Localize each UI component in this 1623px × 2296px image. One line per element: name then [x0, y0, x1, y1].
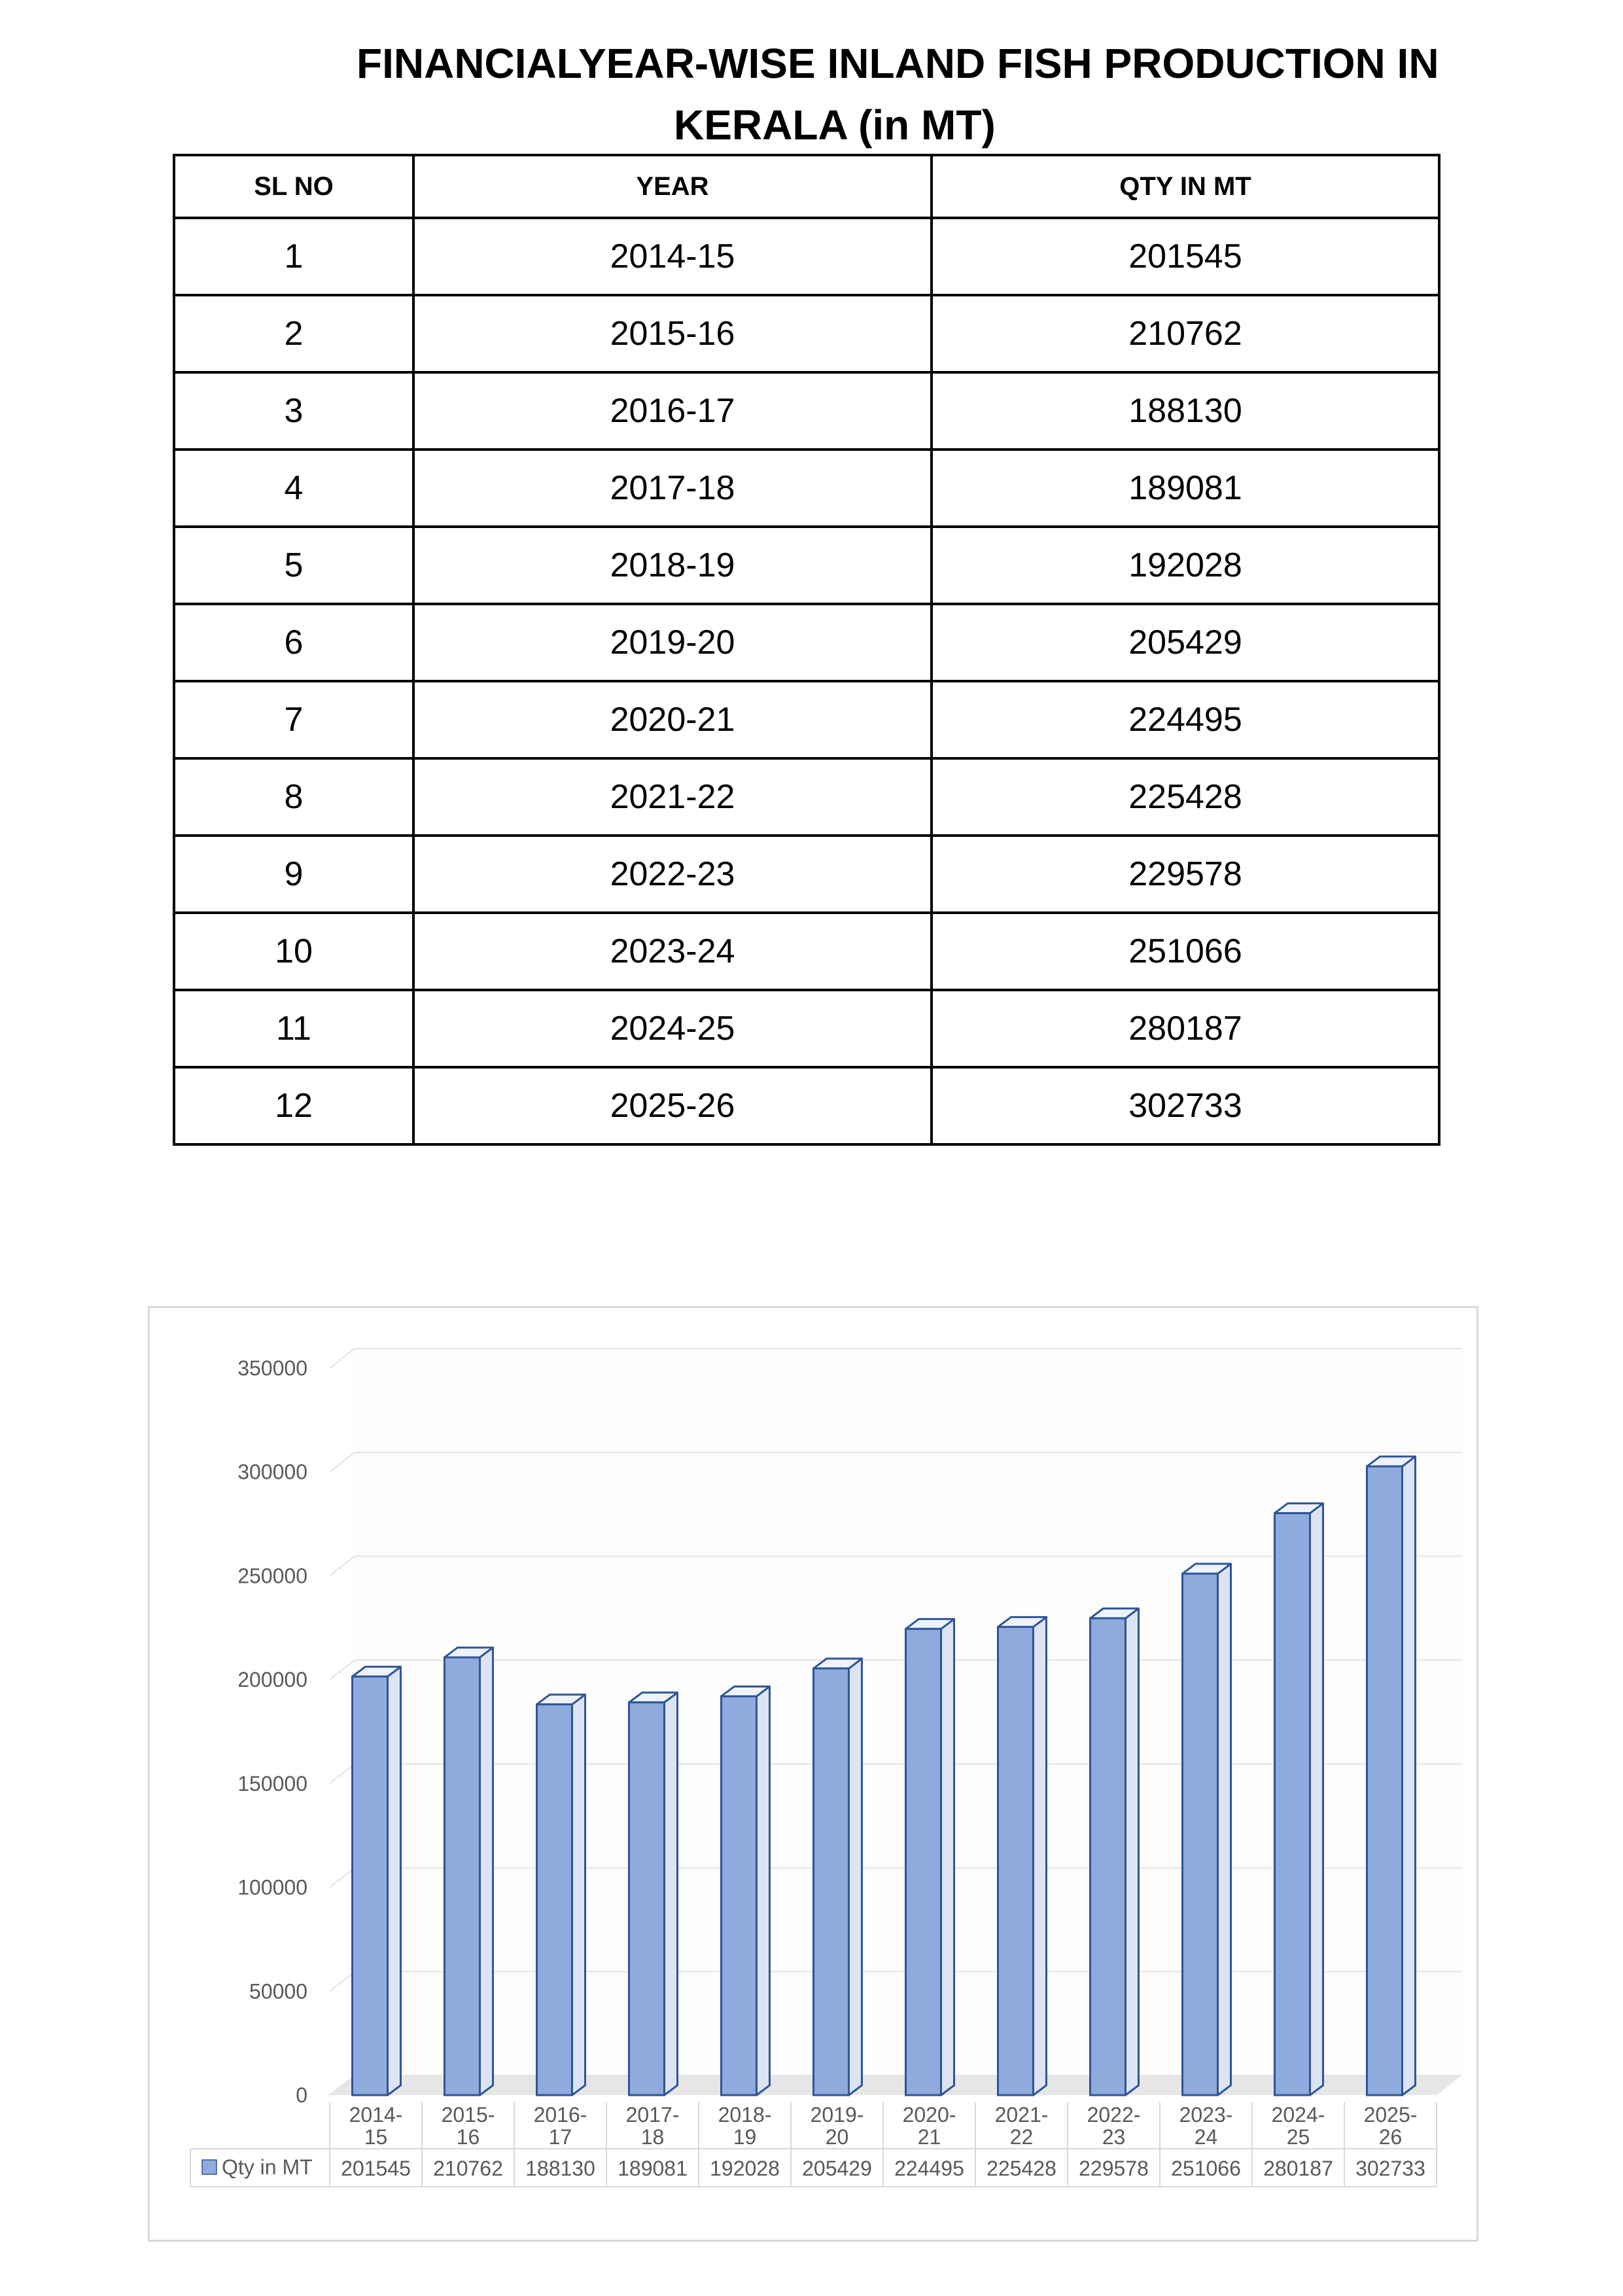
data-table-value: 189081 — [618, 2157, 688, 2180]
cell-qty: 210762 — [932, 295, 1439, 372]
production-table — [173, 154, 1440, 1146]
x-tick-label: 2016- — [533, 2103, 587, 2127]
y-tick-label: 200000 — [237, 1668, 307, 1692]
cell-sl-no: 3 — [174, 372, 413, 450]
data-table-value: 210762 — [433, 2157, 503, 2180]
page-title-line-1: FINANCIALYEAR-WISE INLAND FISH PRODUCTION IN — [357, 40, 1439, 87]
bar-chart — [150, 1308, 1476, 2240]
cell-qty: 280187 — [932, 990, 1439, 1067]
bar-side-face — [1126, 1608, 1139, 2095]
table-row — [174, 218, 1439, 295]
x-tick-label: 22 — [1009, 2125, 1034, 2149]
data-table-value: 188130 — [525, 2157, 595, 2180]
table-row — [174, 372, 1439, 450]
x-tick-label: 2019- — [810, 2103, 864, 2127]
y-tick-label: 50000 — [249, 1979, 307, 2004]
cell-year: 2015-16 — [413, 295, 932, 372]
cell-sl-no: 12 — [174, 1067, 413, 1144]
bar-side-face — [849, 1659, 862, 2095]
page-title-line-2: KERALA (in MT) — [674, 101, 996, 149]
x-tick-label: 18 — [640, 2125, 665, 2149]
cell-sl-no: 7 — [174, 681, 413, 758]
data-table-value: 225428 — [986, 2157, 1056, 2180]
chart-container — [148, 1306, 1478, 2242]
bar — [629, 1703, 665, 2095]
y-tick-label: 300000 — [237, 1460, 307, 1484]
data-table-value: 192028 — [710, 2157, 780, 2180]
cell-year: 2017-18 — [413, 450, 932, 527]
bar — [1367, 1466, 1403, 2095]
cell-sl-no: 9 — [174, 836, 413, 913]
x-tick-label: 21 — [917, 2125, 941, 2149]
table-row — [174, 758, 1439, 836]
bar-side-face — [1403, 1457, 1416, 2095]
x-tick-label: 2024- — [1271, 2103, 1325, 2127]
cell-qty: 189081 — [932, 450, 1439, 527]
cell-qty: 229578 — [932, 836, 1439, 913]
x-tick-label: 2020- — [902, 2103, 956, 2127]
cell-sl-no: 11 — [174, 990, 413, 1067]
cell-year: 2021-22 — [413, 758, 932, 836]
x-tick-label: 2018- — [718, 2103, 772, 2127]
cell-year: 2016-17 — [413, 372, 932, 450]
x-tick-label: 24 — [1194, 2125, 1218, 2149]
x-tick-label: 26 — [1378, 2125, 1403, 2149]
cell-sl-no: 1 — [174, 218, 413, 295]
bar-side-face — [388, 1667, 401, 2095]
y-tick-label: 250000 — [237, 1564, 307, 1588]
legend-swatch — [202, 2160, 217, 2174]
y-tick-label: 350000 — [237, 1356, 307, 1380]
header-qty: QTY IN MT — [932, 155, 1439, 218]
x-tick-label: 19 — [733, 2125, 757, 2149]
cell-qty: 251066 — [932, 913, 1439, 990]
table-row — [174, 1067, 1439, 1144]
cell-qty: 205429 — [932, 604, 1439, 681]
x-tick-label: 17 — [548, 2125, 572, 2149]
legend-label: Qty in MT — [222, 2155, 313, 2179]
bar-side-face — [1034, 1617, 1047, 2095]
bar — [1275, 1513, 1310, 2095]
cell-sl-no: 6 — [174, 604, 413, 681]
table-row — [174, 604, 1439, 681]
y-tick-label: 100000 — [237, 1875, 307, 1899]
bar-side-face — [1310, 1504, 1323, 2095]
bar-side-face — [941, 1619, 954, 2095]
cell-qty: 201545 — [932, 218, 1439, 295]
bar — [537, 1704, 572, 2095]
table-row — [174, 836, 1439, 913]
cell-sl-no: 2 — [174, 295, 413, 372]
data-table-value: 302733 — [1355, 2157, 1425, 2180]
x-tick-label: 2023- — [1179, 2103, 1233, 2127]
cell-year: 2019-20 — [413, 604, 932, 681]
table-row — [174, 990, 1439, 1067]
bar — [353, 1676, 388, 2095]
table-row — [174, 527, 1439, 604]
x-tick-label: 2017- — [625, 2103, 680, 2127]
y-tick-label: 150000 — [237, 1771, 307, 1795]
cell-qty: 225428 — [932, 758, 1439, 836]
x-tick-label: 20 — [825, 2125, 849, 2149]
x-tick-label: 2015- — [441, 2103, 495, 2127]
data-table-value: 224495 — [894, 2157, 964, 2180]
cell-year: 2018-19 — [413, 527, 932, 604]
cell-qty: 302733 — [932, 1067, 1439, 1144]
x-tick-label: 2022- — [1087, 2103, 1141, 2127]
bar — [445, 1657, 480, 2095]
header-sl-no: SL NO — [174, 155, 413, 218]
cell-qty: 224495 — [932, 681, 1439, 758]
data-table-value: 229578 — [1079, 2157, 1149, 2180]
cell-year: 2025-26 — [413, 1067, 932, 1144]
table-row — [174, 913, 1439, 990]
x-tick-label: 15 — [364, 2125, 388, 2149]
cell-year: 2014-15 — [413, 218, 932, 295]
cell-year: 2023-24 — [413, 913, 932, 990]
x-tick-label: 2014- — [349, 2103, 403, 2127]
data-table-value: 205429 — [802, 2157, 872, 2180]
bar — [722, 1696, 757, 2095]
bar — [998, 1627, 1034, 2095]
bar — [814, 1669, 849, 2095]
y-tick-label: 0 — [296, 2083, 307, 2107]
bar — [906, 1629, 941, 2095]
x-tick-label: 25 — [1286, 2125, 1310, 2149]
bar — [1091, 1618, 1126, 2095]
bar-side-face — [572, 1695, 585, 2095]
table-row — [174, 681, 1439, 758]
bar-side-face — [1218, 1564, 1231, 2095]
x-tick-label: 2025- — [1363, 2103, 1418, 2127]
cell-year: 2022-23 — [413, 836, 932, 913]
cell-qty: 188130 — [932, 372, 1439, 450]
bar-side-face — [480, 1648, 493, 2095]
cell-sl-no: 4 — [174, 450, 413, 527]
cell-year: 2020-21 — [413, 681, 932, 758]
data-table-value: 280187 — [1263, 2157, 1333, 2180]
cell-sl-no: 5 — [174, 527, 413, 604]
table-row — [174, 450, 1439, 527]
cell-qty: 192028 — [932, 527, 1439, 604]
table-row — [174, 295, 1439, 372]
cell-sl-no: 10 — [174, 913, 413, 990]
header-year: YEAR — [413, 155, 932, 218]
bar-side-face — [665, 1693, 678, 2095]
data-table-value: 251066 — [1171, 2157, 1241, 2180]
data-table-value: 201545 — [341, 2157, 411, 2180]
bar — [1183, 1574, 1218, 2095]
cell-year: 2024-25 — [413, 990, 932, 1067]
x-tick-label: 2021- — [994, 2103, 1049, 2127]
x-tick-label: 16 — [456, 2125, 480, 2149]
bar-side-face — [757, 1686, 770, 2095]
table-header-row — [174, 155, 1439, 218]
x-tick-label: 23 — [1102, 2125, 1126, 2149]
cell-sl-no: 8 — [174, 758, 413, 836]
